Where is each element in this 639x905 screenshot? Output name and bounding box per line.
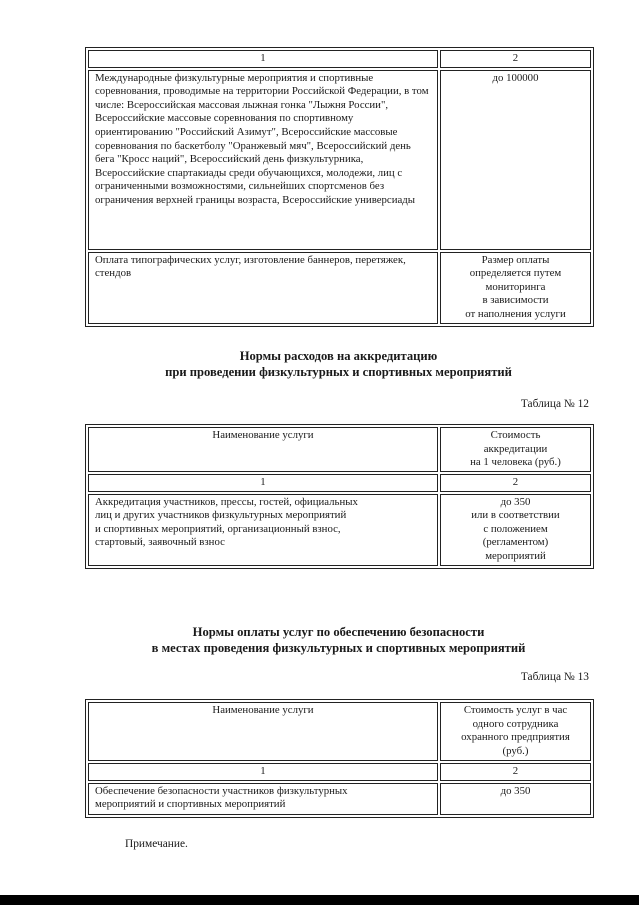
service-line: мероприятий и спортивных мероприятий [95, 798, 286, 811]
table-13-caption: Таблица № 13 [520, 671, 589, 683]
table-row [88, 70, 591, 250]
value-line: мониторинга [485, 280, 546, 293]
header-service: Наименование услуги [88, 702, 438, 761]
section-12-title [86, 348, 591, 380]
value-line: или в соответствии [471, 509, 560, 522]
service-value-cell: до 350 [440, 783, 591, 815]
table-row [88, 494, 591, 566]
table-continued [86, 48, 593, 326]
header-value-line: (руб.) [502, 744, 529, 757]
service-line: Аккредитация участников, прессы, гостей, официальных [95, 495, 358, 508]
table-header-row [88, 702, 591, 761]
column-number-row [88, 50, 591, 68]
column-number-1: 1 [88, 763, 438, 781]
column-number-row [88, 474, 591, 492]
header-value-line: одного сотрудника [472, 717, 559, 730]
value-line: в зависимости [482, 294, 549, 307]
service-value-cell [440, 494, 591, 566]
value-line: до 350 [500, 495, 531, 508]
header-service: Наименование услуги [88, 427, 438, 472]
section-title-line: Нормы оплаты услуг по обеспечению безопасности [192, 625, 485, 639]
section-title-line: Нормы расходов на аккредитацию [239, 349, 438, 363]
service-value-cell [440, 252, 591, 324]
header-value [440, 427, 591, 472]
value-line: мероприятий [485, 549, 546, 562]
column-number-2: 2 [440, 763, 591, 781]
scan-border [0, 895, 639, 905]
column-number-row [88, 763, 591, 781]
service-name-cell [88, 494, 438, 566]
header-value-line: аккредитации [483, 442, 548, 455]
section-title-line: в местах проведения физкультурных и спортивных мероприятий [151, 641, 526, 655]
column-number-1: 1 [88, 474, 438, 492]
table-12-caption: Таблица № 12 [520, 398, 589, 410]
service-line: лиц и других участников физкультурных мероприятий [95, 509, 347, 522]
note-label: Примечание. [125, 838, 188, 850]
value-line: Размер оплаты [481, 253, 550, 266]
table-header-row [88, 427, 591, 472]
header-value-line: охранного предприятия [461, 731, 570, 744]
column-number-1: 1 [88, 50, 438, 68]
service-name-cell: Международные физкультурные мероприятия и спортивные соревнования, проводимые на территории Российской Федерации, в том числе: Всероссийская массовая лыжная гонка "Лыжня России", Всероссийские массовые соревнования по спортивному ориентированию "Российский Азимут", Всероссийские массовые соревнования по баскетболу "Оранжевый мяч", Всероссийский день бега "Кросс наций", Всероссийский день физкультурника, Всероссийские спартакиады среди обучающихся, молодежи, лиц с ограниченными возможностями, сильнейших спортсменов без ограничения верхней границы возраста, Всероссийские универсиады [88, 70, 438, 250]
header-value-line: Стоимость [490, 429, 541, 441]
section-13-title [86, 624, 591, 656]
service-line: и спортивных мероприятий, организационный взнос, [95, 522, 341, 535]
service-name-cell [88, 783, 438, 815]
section-title-line: при проведении физкультурных и спортивных мероприятий [165, 365, 512, 379]
table-row [88, 783, 591, 815]
service-line: Обеспечение безопасности участников физкультурных [95, 784, 348, 797]
value-line: (регламентом) [482, 536, 549, 549]
header-value-line: на 1 человека (руб.) [470, 456, 561, 469]
service-name-cell: Оплата типографических услуг, изготовление баннеров, перетяжек, стендов [88, 252, 438, 324]
value-line: с положением [483, 522, 548, 535]
column-number-2: 2 [440, 50, 591, 68]
value-line: от наполнения услуги [465, 307, 566, 320]
service-value-cell: до 100000 [440, 70, 591, 250]
table-12 [86, 425, 593, 568]
header-value [440, 702, 591, 761]
table-row [88, 252, 591, 324]
table-13 [86, 700, 593, 817]
service-line: стартовый, заявочный взнос [95, 536, 225, 549]
header-value-line: Стоимость услуг в час [463, 704, 568, 716]
value-line: определяется путем [469, 267, 562, 280]
column-number-2: 2 [440, 474, 591, 492]
